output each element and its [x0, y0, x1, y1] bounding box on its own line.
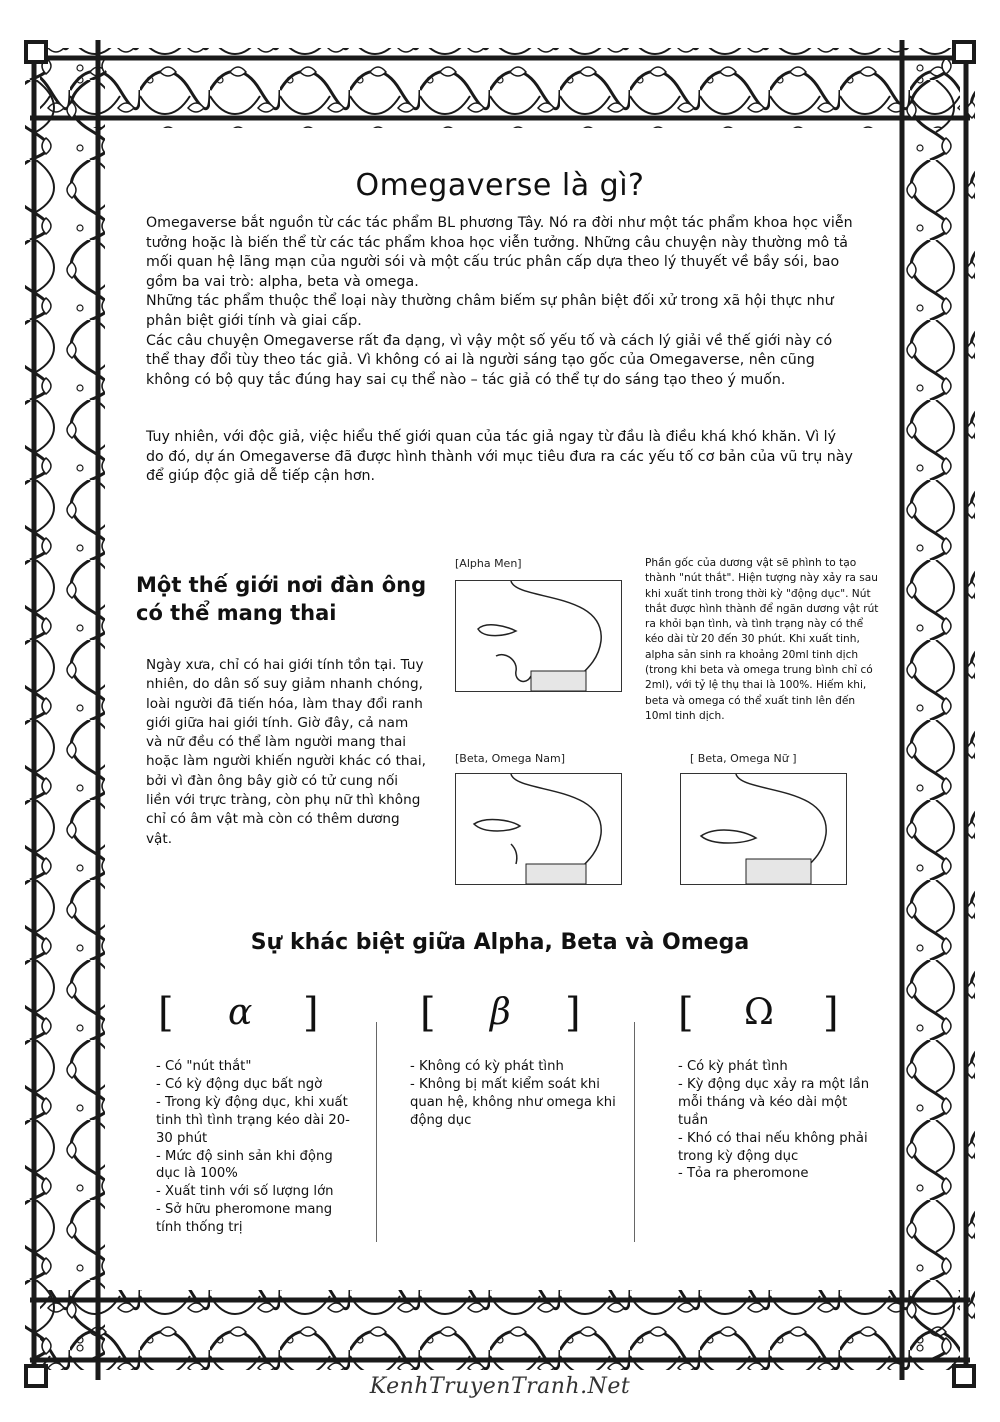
intro-text-2 — [146, 428, 856, 487]
intro-paragraph-satire: Những tác phẩm thuộc thể loại này thường châm biếm sự phân biệt đối xử trong xã hội thực như phân biệt giới tính và giai cấp. — [146, 293, 834, 329]
list-item: - Trong kỳ động dục, khi xuất tinh thì tình trạng kéo dài 20-30 phút — [156, 1094, 350, 1146]
alpha-traits-list — [156, 1058, 356, 1237]
alpha-knot-note: Phần gốc của dương vật sẽ phình to tạo thành "nút thắt". Hiện tượng này xảy ra sau khi xuất tinh trong thời kỳ "động dục". Nút thắt được hình thành để ngăn dương vật rút ra khỏi bạn tình, và tình trạng này có thể kéo dài từ 20 đến 30 phút. Khi xuất tinh, alpha sản sinh ra khoảng 20ml tinh dịch (trong khi beta và omega trung bình chỉ có 2ml), với tỷ lệ thụ thai là 100%. Hiếm khi, beta và omega có thể xuất tinh lên đến 10ml tinh dịch. — [645, 557, 879, 722]
alpha-figure-drawing — [456, 581, 621, 691]
list-item: - Có kỳ động dục bất ngờ — [156, 1076, 323, 1092]
beta-traits-list — [410, 1058, 620, 1130]
alpha-symbol: α — [228, 992, 253, 1033]
intro-text — [146, 214, 856, 390]
list-item: - Khó có thai nếu không phải trong kỳ động dục — [678, 1130, 868, 1164]
panel-label-beta-omega-female: [ Beta, Omega Nữ ] — [690, 752, 797, 765]
illustration-beta-omega-male — [455, 773, 622, 885]
column-divider — [376, 1022, 377, 1242]
bracket-open: [ — [420, 990, 436, 1036]
bracket-open: [ — [158, 990, 174, 1036]
list-item: - Kỳ động dục xảy ra một lần mỗi tháng và kéo dài một tuần — [678, 1076, 870, 1128]
alpha-symbol-header — [158, 990, 328, 1040]
omega-traits-list — [678, 1058, 878, 1183]
bracket-close: ] — [823, 990, 839, 1036]
list-item: - Tỏa ra pheromone — [678, 1166, 809, 1182]
illustration-alpha — [455, 580, 622, 692]
bracket-close: ] — [565, 990, 581, 1036]
list-item: - Sở hữu pheromone mang tính thống trị — [156, 1202, 333, 1236]
bracket-open: [ — [678, 990, 694, 1036]
intro-paragraph-purpose: Tuy nhiên, với độc giả, việc hiểu thế giới quan của tác giả ngay từ đầu là điều khá khó khăn. Vì lý do đó, dự án Omegaverse đã được hình thành với mục tiêu đưa ra các yếu tố cơ bản của vũ trụ này để giúp độc giả dễ tiếp cận hơn. — [146, 429, 853, 485]
site-watermark: KenhTruyenTranh.Net — [369, 1374, 631, 1399]
intro-paragraph-origin: Omegaverse bắt nguồn từ các tác phẩm BL phương Tây. Nó ra đời như một tác phẩm khoa học viễn tưởng hoặc là biến thể từ các tác phẩm khoa học viễn tưởng. Những câu chuyện này thường mô tả mối quan hệ lãng mạn của người sói và một cấu trúc phân cấp dựa theo lý thuyết về bầy sói, bao gồm ba vai trò: alpha, beta và omega. — [146, 215, 853, 290]
bracket-close: ] — [303, 990, 319, 1036]
list-item: - Mức độ sinh sản khi động dục là 100% — [156, 1148, 333, 1182]
beta-symbol-header — [420, 990, 590, 1040]
omega-symbol-header — [678, 990, 848, 1040]
section-title-pregnant-men: Một thế giới nơi đàn ông có thể mang thai — [136, 573, 427, 625]
beta-male-figure-drawing — [456, 774, 621, 884]
section-body-pregnant-men: Ngày xưa, chỉ có hai giới tính tồn tại. Tuy nhiên, do dân số suy giảm nhanh chóng, loài người đã tiến hóa, làm thay đổi ranh giới giữa hai giới tính. Giờ đây, cả nam và nữ đều có thể làm người mang thai hoặc làm người khiến người khác có thai, bởi vì đàn ông bây giờ có tử cung nối liền với trực tràng, còn phụ nữ thì không chỉ có âm vật mà còn có thêm dương vật. — [146, 657, 426, 847]
column-divider — [634, 1022, 635, 1242]
panel-label-beta-omega-male: [Beta, Omega Nam] — [455, 752, 565, 765]
list-item: - Xuất tinh với số lượng lớn — [156, 1184, 334, 1200]
page-title: Omegaverse là gì? — [355, 168, 645, 203]
list-item: - Có "nút thắt" — [156, 1059, 252, 1074]
intro-paragraph-variety: Các câu chuyện Omegaverse rất đa dạng, vì vậy một số yếu tố và cách lý giải về thế giới này có thể thay đổi tùy theo tác giả. Vì không có ai là người sáng tạo gốc của Omegaverse, nên cũng không có bộ quy tắc đúng hay sai cụ thể nào – tác giả có thể tự do sáng tạo theo ý muốn. — [146, 332, 833, 388]
panel-label-alpha: [Alpha Men] — [455, 557, 522, 570]
omega-symbol: Ω — [744, 992, 774, 1033]
list-item: - Có kỳ phát tình — [678, 1059, 788, 1074]
beta-female-figure-drawing — [681, 774, 846, 884]
beta-symbol: β — [490, 992, 511, 1033]
list-item: - Không có kỳ phát tình — [410, 1059, 564, 1074]
illustration-beta-omega-female — [680, 773, 847, 885]
list-item: - Không bị mất kiểm soát khi quan hệ, không như omega khi động dục — [410, 1076, 616, 1128]
differences-title: Sự khác biệt giữa Alpha, Beta và Omega — [250, 930, 750, 955]
